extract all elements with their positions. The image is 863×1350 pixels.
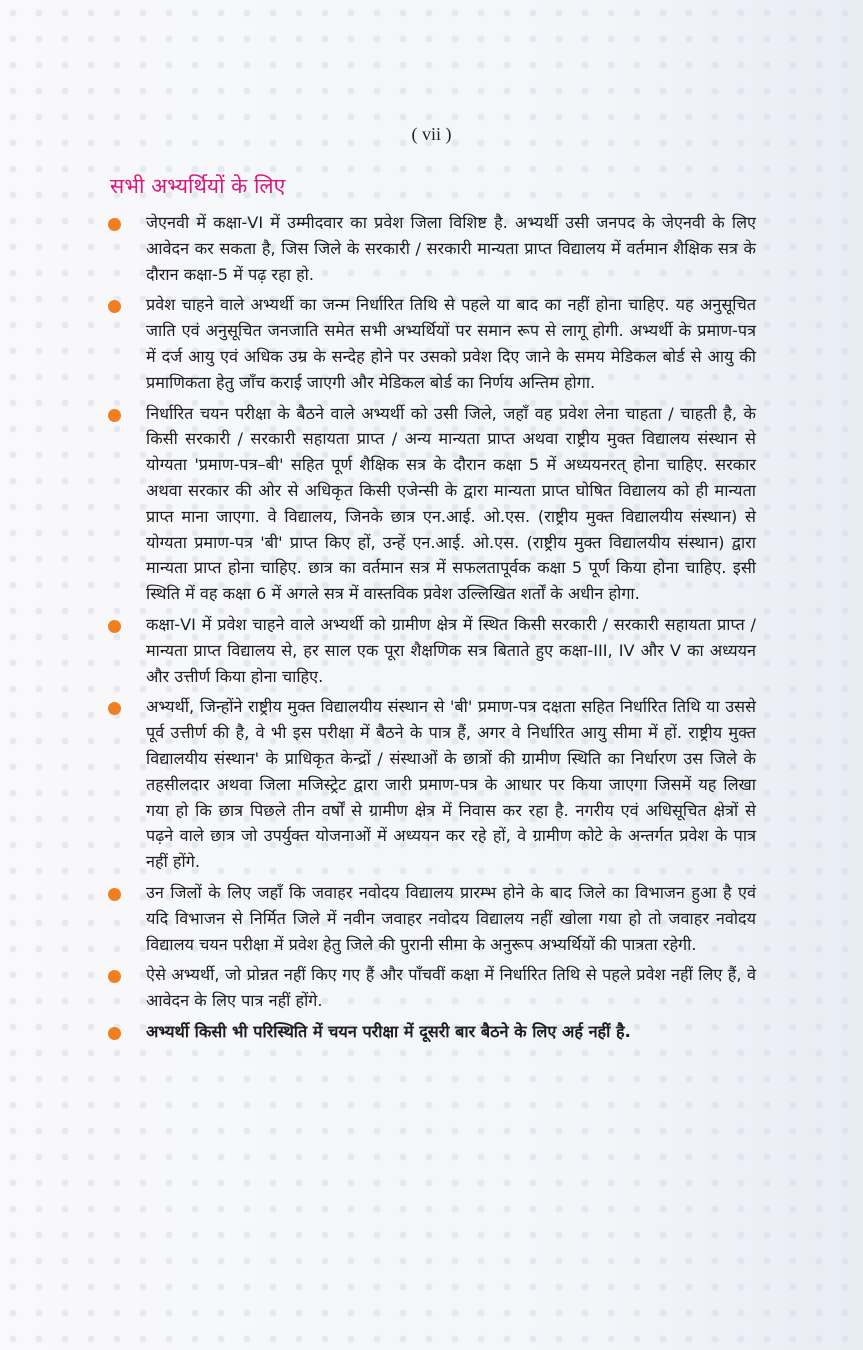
eligibility-list [108, 210, 756, 1050]
list-item [108, 401, 756, 607]
orange-dot-icon [108, 409, 121, 422]
orange-dot-icon [108, 970, 121, 983]
list-item [108, 1019, 756, 1045]
list-item [108, 962, 756, 1014]
orange-dot-icon [108, 218, 121, 231]
section-heading: सभी अभ्यर्थियों के लिए [110, 174, 286, 198]
list-item-text: निर्धारित चयन परीक्षा के बैठने वाले अभ्यर्थी को उसी जिले, जहाँ वह प्रवेश लेना चाहता / चाहती है, के किसी सरकारी / सरकारी सहायता प्राप्त / अन्य मान्यता प्राप्त अथवा राष्ट्रीय मुक्त विद्यालय संस्थान से योग्यता 'प्रमाण-पत्र–बी' सहित पूर्ण शैक्षिक सत्र के दौरान कक्षा 5 में अध्ययनरत् होना चाहिए. सरकार अथवा सरकार की ओर से अधिकृत किसी एजेन्सी के द्वारा मान्यता प्राप्त घोषित विद्यालय को ही मान्यता प्राप्त माना जाएगा. वे विद्यालय, जिनके छात्र एन.आई. ओ.एस. (राष्ट्रीय मुक्त विद्यालयीय संस्थान) से योग्यता प्रमाण-पत्र 'बी' प्राप्त किए हों, उन्हें एन.आई. ओ.एस. (राष्ट्रीय मुक्त विद्यालयीय संस्थान) द्वारा मान्यता प्राप्त होना चाहिए. छात्र का वर्तमान सत्र में सफलतापूर्वक कक्षा 5 पूर्ण किया होना चाहिए. इसी स्थिति में वह कक्षा 6 में अगले सत्र में वास्तविक प्रवेश उल्लिखित शर्तों के अधीन होगा. [146, 403, 756, 604]
list-item [108, 612, 756, 689]
list-item-text: कक्षा-VI में प्रवेश चाहने वाले अभ्यर्थी को ग्रामीण क्षेत्र में स्थित किसी सरकारी / सरकारी सहायता प्राप्त / मान्यता प्राप्त विद्यालय से, हर साल एक पूरा शैक्षणिक सत्र बिताते हुए कक्षा-III, IV और V का अध्ययन और उत्तीर्ण किया होना चाहिए. [146, 614, 756, 686]
list-item [108, 292, 756, 395]
list-item-text: जेएनवी में कक्षा-VI में उम्मीदवार का प्रवेश जिला विशिष्ट है. अभ्यर्थी उसी जनपद के जेएनवी के लिए आवेदन कर सकता है, जिस जिले के सरकारी / सरकारी मान्यता प्राप्त विद्यालय में वर्तमान शैक्षिक सत्र के दौरान कक्षा-5 में पढ़ रहा हो. [146, 213, 756, 284]
list-item [108, 694, 756, 875]
list-item-text: ऐसे अभ्यर्थी, जो प्रोन्नत नहीं किए गए हैं और पाँचवीं कक्षा में निर्धारित तिथि से पहले प्रवेश नहीं लिए हैं, वे आवेदन के लिए पात्र नहीं होंगे. [146, 965, 756, 1011]
orange-dot-icon [108, 300, 121, 313]
list-item-text: अभ्यर्थी, जिन्होंने राष्ट्रीय मुक्त विद्यालयीय संस्थान से 'बी' प्रमाण-पत्र दक्षता सहित निर्धारित तिथि या उससे पूर्व उत्तीर्ण की है, वे भी इस परीक्षा में बैठने के पात्र हैं, अगर वे निर्धारित आयु सीमा में हों. राष्ट्रीय मुक्त विद्यालयीय संस्थान' के प्राधिकृत केन्द्रों / संस्थाओं के छात्रों की ग्रामीण स्थिति का निर्धारण उस जिले के तहसीलदार अथवा जिला मजिस्ट्रेट द्वारा जारी प्रमाण-पत्र के आधार पर किया जाएगा जिसमें यह लिखा गया हो कि छात्र पिछले तीन वर्षों से ग्रामीण क्षेत्र में निवास कर रहा है. नगरीय एवं अधिसूचित क्षेत्रों से पढ़ने वाले छात्र जो उपर्युक्त योजनाओं में अध्ययन कर रहे हों, वे ग्रामीण कोटे के अन्तर्गत प्रवेश के पात्र नहीं होंगे. [146, 697, 756, 872]
list-item-text: प्रवेश चाहने वाले अभ्यर्थी का जन्म निर्धारित तिथि से पहले या बाद का नहीं होना चाहिए. यह अनुसूचित जाति एवं अनुसूचित जनजाति समेत सभी अभ्यर्थियों पर समान रूप से लागू होगी. अभ्यर्थी के प्रमाण-पत्र में दर्ज आयु एवं अधिक उम्र के सन्देह होने पर उसको प्रवेश दिए जाने के समय मेडिकल बोर्ड से आयु की प्रमाणिकता हेतु जाँच कराई जाएगी और मेडिकल बोर्ड का निर्णय अन्तिम होगा. [146, 295, 756, 392]
list-item-text: अभ्यर्थी किसी भी परिस्थिति में चयन परीक्षा में दूसरी बार बैठने के लिए अर्ह नहीं है. [146, 1021, 631, 1041]
list-item [108, 210, 756, 287]
list-item [108, 880, 756, 957]
orange-dot-icon [108, 1027, 121, 1040]
orange-dot-icon [108, 702, 121, 715]
orange-dot-icon [108, 888, 121, 901]
page-number: ( vii ) [411, 124, 452, 144]
orange-dot-icon [108, 620, 121, 633]
list-item-text: उन जिलों के लिए जहाँ कि जवाहर नवोदय विद्यालय प्रारम्भ होने के बाद जिले का विभाजन हुआ है एवं यदि विभाजन से निर्मित जिले में नवीन जवाहर नवोदय विद्यालय नहीं खोला गया हो तो जवाहर नवोदय विद्यालय चयन परीक्षा में प्रवेश हेतु जिले की पुरानी सीमा के अनुरूप अभ्यर्थियों की पात्रता रहेगी. [146, 882, 756, 954]
